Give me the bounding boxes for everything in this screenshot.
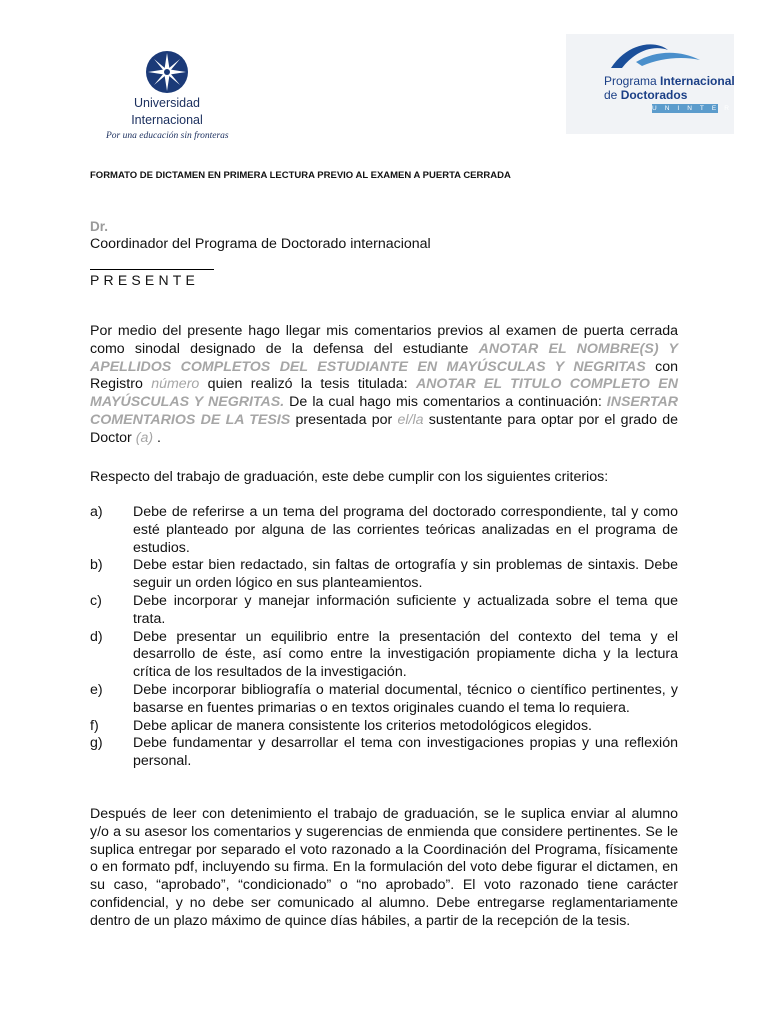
logo-program-line1 xyxy=(604,74,735,88)
criteria-text: Debe incorporar y manejar información suficiente y actualizada sobre el tema que trata. xyxy=(133,592,678,627)
intro-paragraph xyxy=(90,323,678,448)
compass-star-icon xyxy=(145,50,189,94)
closing-paragraph: Después de leer con detenimiento el trabajo de graduación, se le suplica enviar al alumno y/o a su asesor los comentarios y sugerencias de enmienda que considere pertinentes. Se le suplica entregar por separado el voto razonado a la Coordinación del Programa, físicamente o en formato pdf, incluyendo su firma. En la formulación del voto debe figurar el dictamen, en su caso, “aprobado”, “condicionado” o “no aprobado”. El voto razonado tiene carácter confidencial, y no debe ser comunicado al alumno. Debe entregarse reglamentariamente dentro de un plazo máximo de quince días hábiles, a partir de la recepción de la tesis. xyxy=(90,806,678,929)
placeholder-thesis-title: ANOTAR EL TITULO COMPLETO EN MAYÚSCULAS Y NEGRITAS. xyxy=(90,376,678,411)
universidad-internacional-logo xyxy=(106,50,229,141)
logo-doctorados-word: Doctorados xyxy=(620,88,688,102)
intro-text: Por medio del presente hago llegar mis comentarios previos al examen de puerta cerrada como sinodal designado de la defensa del estudiante xyxy=(90,323,678,357)
intro-text: . xyxy=(153,429,161,446)
intro-text: con Registro xyxy=(90,358,678,393)
criteria-item xyxy=(90,718,678,736)
criteria-letter: g) xyxy=(90,735,103,752)
criteria-letter: e) xyxy=(90,681,103,698)
criteria-item xyxy=(90,504,678,557)
criteria-letter: a) xyxy=(90,504,103,520)
placeholder-gender-article: el/la xyxy=(397,411,424,428)
logo-university-line1: Universidad xyxy=(133,96,200,110)
criteria-letter: c) xyxy=(90,592,102,609)
addressee-salutation: Dr. xyxy=(90,219,109,234)
criteria-text: Debe estar bien redactado, sin faltas de ortografía y sin problemas de sintaxis. Debe seguir un orden lógico en sus planteamientos. xyxy=(133,557,678,592)
presente-label: PRESENTE xyxy=(90,272,200,288)
logo-de-word: de xyxy=(604,88,621,102)
logo-uninter-strip: UNINTER xyxy=(652,105,737,112)
criteria-item xyxy=(90,735,678,771)
intro-text: quien realizó la tesis titulada: xyxy=(199,376,416,393)
criteria-item xyxy=(90,682,678,718)
programa-doctorados-logo xyxy=(566,34,737,134)
criteria-intro: Respecto del trabajo de graduación, este debe cumplir con los siguientes criterios: xyxy=(90,469,609,485)
criteria-item xyxy=(90,629,678,682)
logo-internacional-word: Internacional xyxy=(660,74,735,88)
document-title: FORMATO DE DICTAMEN EN PRIMERA LECTURA PREVIO AL EXAMEN A PUERTA CERRADA xyxy=(90,170,511,181)
intro-text: presentada por xyxy=(290,411,398,428)
criteria-letter: b) xyxy=(90,557,103,574)
placeholder-thesis-comments: INSERTAR COMENTARIOS DE LA TESIS xyxy=(90,394,678,428)
addressee-position: Coordinador del Programa de Doctorado internacional xyxy=(90,236,431,252)
intro-text: De la cual hago mis comentarios a continuación: xyxy=(284,394,607,411)
placeholder-student-name: ANOTAR EL NOMBRE(S) Y APELLIDOS COMPLETOS DEL ESTUDIANTE EN MAYÚSCULAS Y NEGRITAS xyxy=(90,340,678,375)
wave-swoosh-icon xyxy=(606,36,706,76)
logo-motto: Por una educación sin fronteras xyxy=(106,131,229,141)
logo-program-line2 xyxy=(604,88,687,102)
criteria-text: Debe aplicar de manera consistente los criterios metodológicos elegidos. xyxy=(133,717,592,734)
signature-line xyxy=(90,269,214,270)
logo-university-line2: Internacional xyxy=(131,113,203,127)
intro-text: sustentante para optar por el grado de Doctor xyxy=(90,411,678,446)
criteria-list xyxy=(90,504,678,771)
criteria-item xyxy=(90,557,678,593)
criteria-letter: d) xyxy=(90,628,103,645)
criteria-text: Debe de referirse a un tema del programa del doctorado correspondiente, tal y como esté planteado por alguna de las corrientes teóricas analizadas en el programa de estudios. xyxy=(133,504,678,556)
criteria-text: Debe incorporar bibliografía o material documental, técnico o científico pertinentes, y basarse en fuentes primarias o en textos originales cuando el tema lo requiera. xyxy=(133,681,678,716)
logo-program-word: Programa xyxy=(604,74,661,88)
criteria-item xyxy=(90,593,678,629)
criteria-letter: f) xyxy=(90,717,99,734)
placeholder-registration-number: número xyxy=(151,376,200,393)
criteria-text: Debe presentar un equilibrio entre la presentación del contexto del tema y el desarrollo de éste, así como entre la investigación propiamente dicha y la lectura crítica de los resultados de la investigación. xyxy=(133,628,678,681)
criteria-text: Debe fundamentar y desarrollar el tema con investigaciones propias y una reflexión personal. xyxy=(133,735,678,770)
placeholder-gender-suffix: (a) xyxy=(135,429,154,446)
